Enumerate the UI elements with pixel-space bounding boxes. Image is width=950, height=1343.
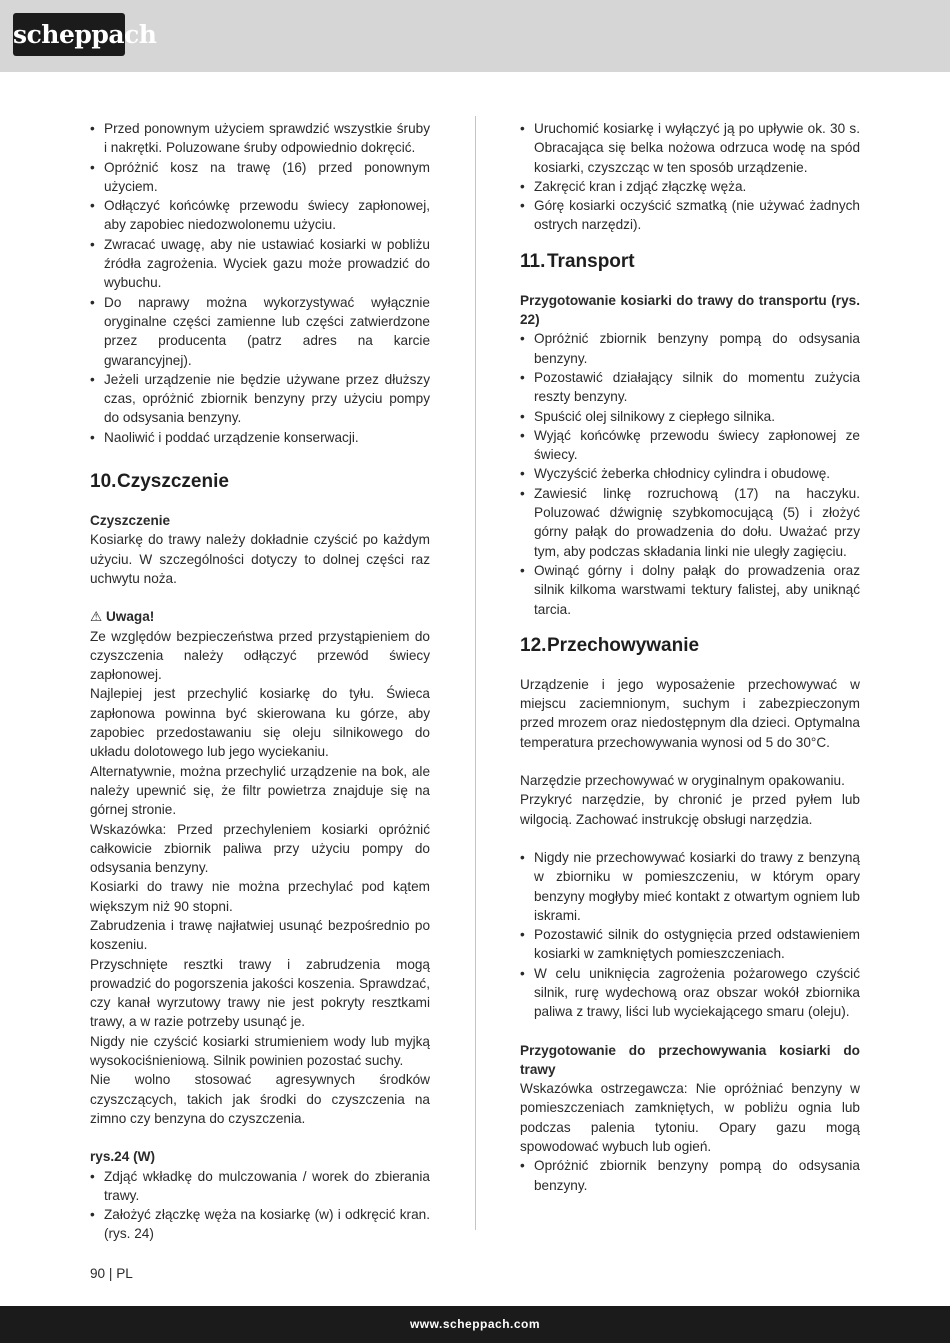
page-separator: | bbox=[108, 1266, 113, 1281]
section-12-heading bbox=[520, 634, 860, 658]
website-url: www.scheppach.com bbox=[409, 1317, 541, 1331]
list-item: • Przed ponownym użyciem sprawdzić wszystkie śruby i nakrętki. Poluzowane śruby odpowiednio dokręcić. bbox=[90, 119, 430, 158]
cleaning-paragraph: Kosiarkę do trawy należy dokładnie czyścić po każdym użyciu. W szczególności dotyczy to dolnej części raz uchwytu noża. bbox=[90, 532, 430, 586]
right-column bbox=[520, 119, 860, 1195]
list-item: • Pozostawić silnik do ostygnięcia przed odstawieniem kosiarki w zamkniętych pomieszczeniach. bbox=[520, 925, 860, 964]
list-item: • Naoliwić i poddać urządzenie konserwacji. bbox=[90, 428, 430, 447]
section-10-heading bbox=[90, 470, 430, 494]
paragraph: Nigdy nie czyścić kosiarki strumieniem wody lub myjką wysokociśnieniową. Silnik powinien pozostać suchy. bbox=[90, 1033, 430, 1069]
list-item: • Wyjąć końcówkę przewodu świecy zapłonowej ze świecy. bbox=[520, 426, 860, 465]
warning-heading bbox=[90, 607, 430, 626]
section-number: 10. bbox=[90, 471, 117, 493]
page-header bbox=[0, 0, 950, 72]
section-title: Transport bbox=[547, 250, 635, 272]
column-divider bbox=[475, 116, 476, 1230]
storage-prep-list bbox=[520, 1156, 860, 1195]
list-item: • Zakręcić kran i zdjąć złączkę węża. bbox=[520, 177, 860, 196]
list-item: • Uruchomić kosiarkę i wyłączyć ją po upływie ok. 30 s. Obracająca się belka nożowa odrzuca wodę na spód kosiarki, czyszcząc w ten sposób urządzenie. bbox=[520, 119, 860, 177]
paragraph: Nie wolno stosować agresywnych środków czyszczących, takich jak środki do czyszczenia na zimno czy benzyna do czyszczenia. bbox=[90, 1072, 430, 1126]
paragraph: Wskazówka ostrzegawcza: Nie opróżniać benzyny w pomieszczeniach zamkniętych, w pobliżu ognia lub podczas palenia tytoniu. Opary gazu mogą spowodować wybuch lub ogień. bbox=[520, 1081, 860, 1155]
page-number: 90 bbox=[90, 1266, 106, 1281]
paragraph: Najlepiej jest przechylić kosiarkę do tyłu. Świeca zapłonowa powinna być skierowana ku górze, aby zapobiec przedostawaniu się oleju silnikowego do układu dolotowego lub jego wyciekaniu. bbox=[90, 686, 430, 760]
section-title: Czyszczenie bbox=[117, 471, 229, 493]
paragraph: Zabrudzenia i trawę najłatwiej usunąć bezpośrednio po koszeniu. bbox=[90, 917, 430, 953]
list-item: • Do naprawy można wykorzystywać wyłącznie oryginalne części zamienne lub części zatwierdzone przez producenta (patrz adres na karcie gwarancyjnej). bbox=[90, 293, 430, 370]
transport-list bbox=[520, 329, 860, 618]
maintenance-list bbox=[90, 119, 430, 447]
list-item: • Założyć złączkę węża na kosiarkę (w) i odkręcić kran. (rys. 24) bbox=[90, 1205, 430, 1244]
storage-list bbox=[520, 848, 860, 1022]
list-item: • Odłączyć końcówkę przewodu świecy zapłonowej, aby zapobiec niedozwolonemu użyciu. bbox=[90, 196, 430, 235]
list-item: • Jeżeli urządzenie nie będzie używane przez dłuższy czas, opróżnić zbiornik benzyny przy użyciu pompy do odsysania benzyny. bbox=[90, 370, 430, 428]
list-item: • Zdjąć wkładkę do mulczowania / worek do zbierania trawy. bbox=[90, 1167, 430, 1206]
list-item: • Wyczyścić żeberka chłodnicy cylindra i obudowę. bbox=[520, 464, 860, 483]
paragraph: Przykryć narzędzie, by chronić je przed pyłem lub wilgocią. Zachować instrukcję obsługi narzędzia. bbox=[520, 792, 860, 827]
paragraph: Urządzenie i jego wyposażenie przechowywać w miejscu zaciemnionym, suchym i zabezpieczonym przed mrozem oraz niedostępnym dla dzieci. Optymalna temperatura przechowywania wynosi od 5 do 30°C. bbox=[520, 676, 860, 750]
list-item: • Zwracać uwagę, aby nie ustawiać kosiarki w pobliżu źródła zagrożenia. Wyciek gazu może prowadzić do wybuchu. bbox=[90, 235, 430, 293]
section-title: Przechowywanie bbox=[547, 634, 700, 656]
list-item: • W celu uniknięcia zagrożenia pożarowego czyścić silnik, rurę wydechową oraz obszar wokół zbiornika paliwa z trawy, liści lub wyciekającego smaru (oleju). bbox=[520, 964, 860, 1022]
section-number: 11. bbox=[520, 250, 546, 272]
list-item: • Zawiesić linkę rozruchową (17) na haczyku. Poluzować dźwignię szybkomocującą (5) i złożyć górny pałąk do prowadzenia do dołu. Uważać przy tym, aby podczas składania linki nie uległy zagięciu. bbox=[520, 484, 860, 561]
list-item: • Górę kosiarki oczyścić szmatką (nie używać żadnych ostrych narzędzi). bbox=[520, 196, 860, 235]
list-item: • Nigdy nie przechowywać kosiarki do trawy z benzyną w zbiorniku w pomieszczeniu, w którym opary benzyny mogłyby mieć kontakt z otwartym ogniem lub iskrami. bbox=[520, 848, 860, 925]
paragraph: Narzędzie przechowywać w oryginalnym opakowaniu. bbox=[520, 773, 845, 789]
section-11-heading bbox=[520, 250, 860, 274]
paragraph: Wskazówka: Przed przechyleniem kosiarki opróżnić całkowicie zbiornik paliwa przy użyciu pompy do odsysania benzyny. bbox=[90, 821, 430, 876]
paragraph: Kosiarki do trawy nie można przechylać pod kątem większym niż 90 stopni. bbox=[90, 879, 430, 914]
figure-steps-list bbox=[90, 1167, 430, 1244]
page-footer bbox=[0, 1306, 950, 1343]
warning-label: Uwaga! bbox=[105, 609, 155, 625]
list-item: • Spuścić olej silnikowy z ciepłego silnika. bbox=[520, 407, 860, 426]
language-code: PL bbox=[116, 1266, 133, 1281]
list-item: • Owinąć górny i dolny pałąk do prowadzenia oraz silnik kilkoma warstwami tektury falistej, aby uniknąć tarcia. bbox=[520, 561, 860, 619]
list-item: • Opróżnić zbiornik benzyny pompą do odsysania benzyny. bbox=[520, 1156, 860, 1195]
scheppach-logo: scheppach bbox=[13, 13, 125, 56]
transport-subheading: Przygotowanie kosiarki do trawy do transportu (rys. 22) bbox=[520, 292, 860, 328]
list-item: • Opróżnić zbiornik benzyny pompą do odsysania benzyny. bbox=[520, 329, 860, 368]
list-item: • Opróżnić kosz na trawę (16) przed ponownym użyciem. bbox=[90, 158, 430, 197]
cleaning-steps-list bbox=[520, 119, 860, 235]
warning-icon: ⚠ bbox=[90, 609, 103, 625]
left-column bbox=[90, 119, 430, 1244]
page-number-label bbox=[90, 1266, 133, 1281]
figure-label: rys.24 (W) bbox=[90, 1149, 155, 1165]
paragraph: Ze względów bezpieczeństwa przed przystąpieniem do czyszczenia należy odłączyć przewód świecy zapłonowej. bbox=[90, 628, 430, 683]
list-item: • Pozostawić działający silnik do momentu zużycia reszty benzyny. bbox=[520, 368, 860, 407]
paragraph: Przyschnięte resztki trawy i zabrudzenia mogą prowadzić do pogorszenia jakości koszenia. Sprawdzać, czy kanał wyrzutowy trawy nie jest pokryty resztkami trawy, a w razie potrzeby usunąć je. bbox=[90, 956, 430, 1030]
storage-prep-subheading: Przygotowanie do przechowywania kosiarki do trawy bbox=[520, 1042, 860, 1077]
paragraph: Alternatywnie, można przechylić urządzenie na bok, ale należy upewnić się, że filtr powietrza znajduje się na górnej stronie. bbox=[90, 763, 430, 818]
cleaning-subheading: Czyszczenie bbox=[90, 513, 171, 529]
section-number: 12. bbox=[520, 634, 547, 656]
